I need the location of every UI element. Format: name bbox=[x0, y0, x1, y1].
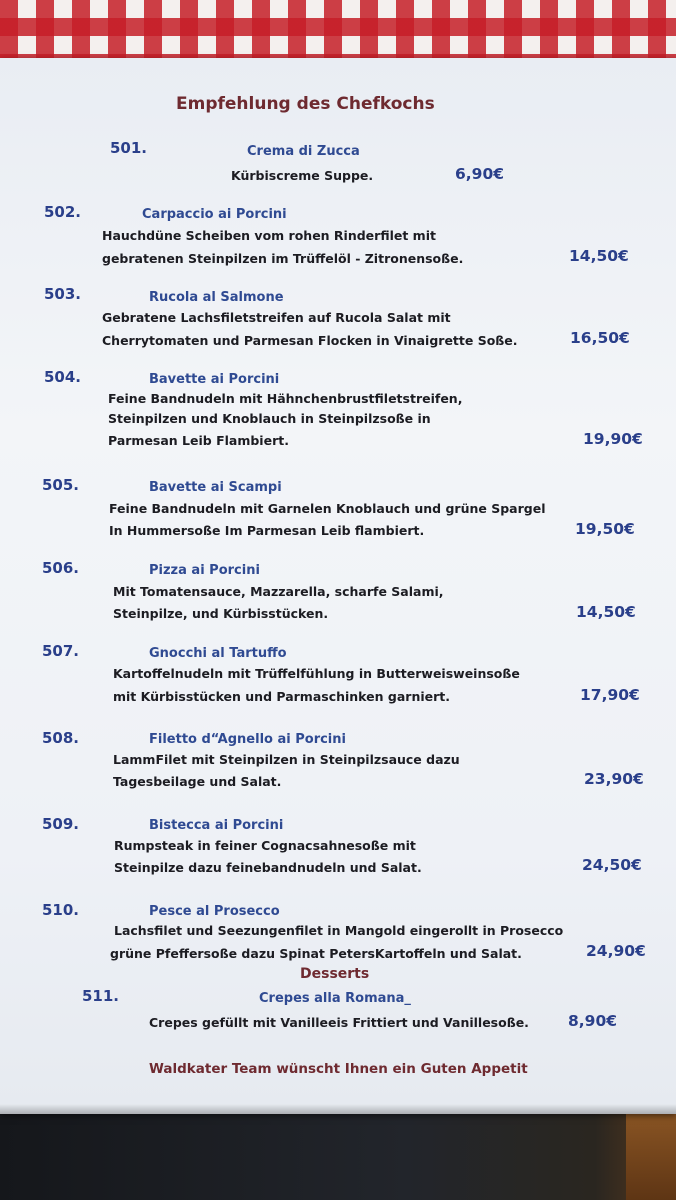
dish-name: Bistecca ai Porcini bbox=[149, 818, 284, 833]
dish-description: Parmesan Leib Flambiert. bbox=[108, 433, 289, 448]
dish-description: Lachsfilet und Seezungenfilet in Mangold eingerollt in Prosecco bbox=[114, 923, 564, 938]
dish-name: Pesce al Prosecco bbox=[149, 904, 280, 919]
dish-description: Cherrytomaten und Parmesan Flocken in Vinaigrette Soße. bbox=[102, 333, 518, 348]
dish-description: mit Kürbisstücken und Parmaschinken garniert. bbox=[113, 689, 450, 704]
dish-description: Kartoffelnudeln mit Trüffelfühlung in Butterweisweinsoße bbox=[113, 666, 520, 681]
item-number: 507. bbox=[42, 642, 80, 660]
dish-description: LammFilet mit Steinpilzen in Steinpilzsauce dazu bbox=[113, 752, 460, 767]
dish-name: Rucola al Salmone bbox=[149, 290, 284, 305]
dish-name: Filetto d“Agnello ai Porcini bbox=[149, 732, 346, 747]
dish-price: 23,90€ bbox=[584, 770, 644, 788]
dish-price: 14,50€ bbox=[576, 603, 636, 621]
menu-heading: Empfehlung des Chefkochs bbox=[176, 94, 435, 114]
dish-name: Bavette ai Porcini bbox=[149, 372, 280, 387]
dark-floor bbox=[0, 1108, 676, 1200]
item-number: 506. bbox=[42, 559, 80, 577]
menu-footer: Waldkater Team wünscht Ihnen ein Guten Appetit bbox=[149, 1061, 528, 1077]
item-number: 502. bbox=[44, 203, 82, 221]
dish-description: Steinpilze dazu feinebandnudeln und Salat. bbox=[114, 860, 422, 875]
dish-name: Carpaccio ai Porcini bbox=[142, 207, 287, 222]
dish-price: 24,90€ bbox=[586, 942, 646, 960]
dish-description: Rumpsteak in feiner Cognacsahnesoße mit bbox=[114, 838, 416, 853]
item-number: 501. bbox=[110, 139, 148, 157]
item-number: 511. bbox=[82, 987, 120, 1005]
dish-description: gebratenen Steinpilzen im Trüffelöl - Zitronensoße. bbox=[102, 251, 464, 266]
item-number: 505. bbox=[42, 476, 80, 494]
dish-description: Mit Tomatensauce, Mazzarella, scharfe Salami, bbox=[113, 584, 444, 599]
dish-description: Gebratene Lachsfiletstreifen auf Rucola Salat mit bbox=[102, 310, 451, 325]
dish-name: Crepes alla Romana_ bbox=[259, 991, 411, 1006]
dish-description: Kürbiscreme Suppe. bbox=[231, 168, 374, 183]
dish-price: 16,50€ bbox=[570, 329, 630, 347]
dish-description: Crepes gefüllt mit Vanilleeis Frittiert und Vanillesoße. bbox=[149, 1015, 529, 1030]
item-number: 510. bbox=[42, 901, 80, 919]
dish-price: 8,90€ bbox=[568, 1012, 618, 1030]
dish-name: Pizza ai Porcini bbox=[149, 563, 260, 578]
dish-price: 6,90€ bbox=[455, 165, 505, 183]
dish-description: In Hummersoße Im Parmesan Leib flambiert. bbox=[109, 523, 425, 538]
item-number: 503. bbox=[44, 285, 82, 303]
dish-description: Feine Bandnudeln mit Hähnchenbrustfiletstreifen, bbox=[108, 391, 463, 406]
item-number: 504. bbox=[44, 368, 82, 386]
dish-description: Steinpilzen und Knoblauch in Steinpilzsoße in bbox=[108, 411, 431, 426]
dish-price: 14,50€ bbox=[569, 247, 629, 265]
dish-description: Hauchdüne Scheiben vom rohen Rinderfilet mit bbox=[102, 228, 436, 243]
dish-description: Feine Bandnudeln mit Garnelen Knoblauch und grüne Spargel bbox=[109, 501, 546, 516]
dish-description: grüne Pfeffersoße dazu Spinat PetersKartoffeln und Salat. bbox=[110, 946, 522, 961]
dish-price: 19,90€ bbox=[583, 430, 643, 448]
dish-name: Bavette ai Scampi bbox=[149, 480, 282, 495]
dish-price: 19,50€ bbox=[575, 520, 635, 538]
dish-description: Tagesbeilage und Salat. bbox=[113, 774, 282, 789]
item-number: 509. bbox=[42, 815, 80, 833]
dish-price: 24,50€ bbox=[582, 856, 642, 874]
dish-description: Steinpilze, und Kürbisstücken. bbox=[113, 606, 329, 621]
dish-price: 17,90€ bbox=[580, 686, 640, 704]
dish-name: Gnocchi al Tartuffo bbox=[149, 646, 287, 661]
desserts-heading: Desserts bbox=[300, 966, 370, 982]
menu-sheet bbox=[0, 58, 676, 1114]
wooden-table-edge bbox=[626, 1112, 676, 1200]
dish-name: Crema di Zucca bbox=[247, 144, 360, 159]
item-number: 508. bbox=[42, 729, 80, 747]
